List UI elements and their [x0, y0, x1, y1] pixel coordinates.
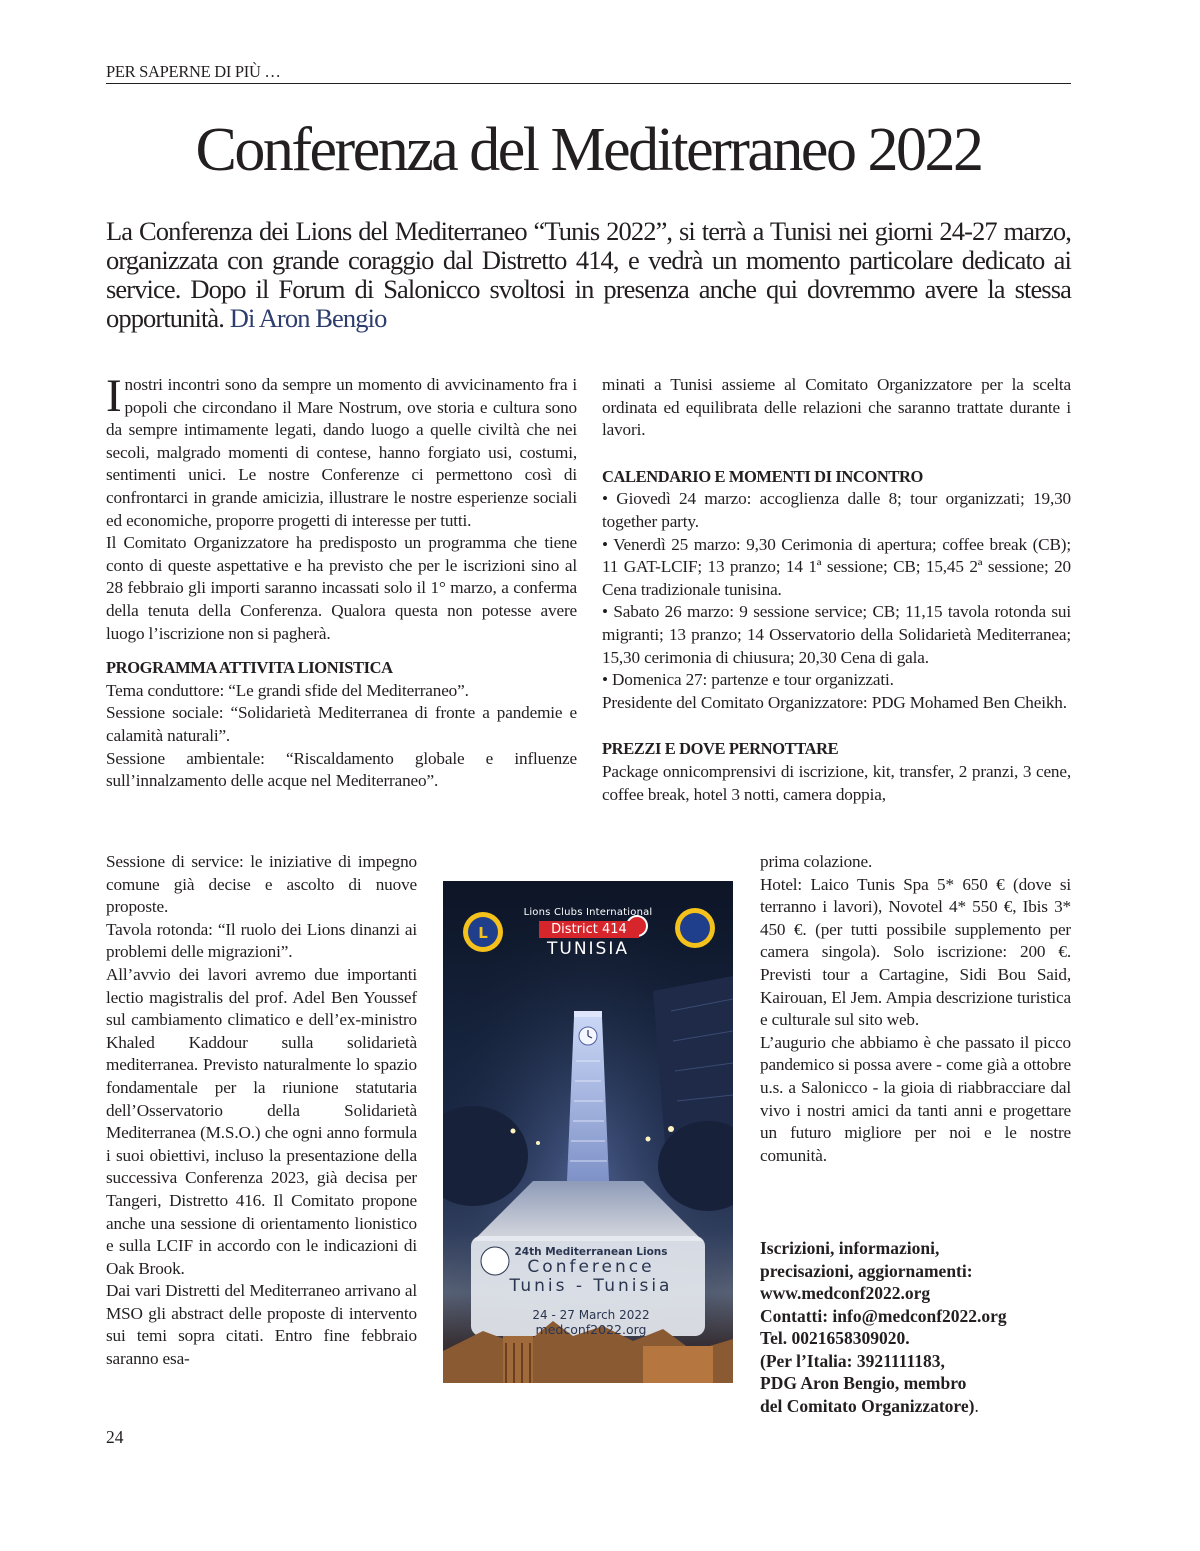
heading-programma: PROGRAMMA ATTIVITA LIONISTICA: [106, 658, 393, 678]
lamp: [646, 1137, 651, 1142]
heading-prezzi: PREZZI E DOVE PERNOTTARE: [602, 739, 839, 759]
calendario-venerdi: • Venerdì 25 marzo: 9,30 Cerimonia di apertura; coffee break (CB); 11 GAT-LCIF; 13 pranzo; 14 1ª sessione; CB; 15,45 2ª sessione; 20 Cena tradizionale tunisina.: [602, 534, 1071, 599]
article-title: Conferenza del Mediterraneo 2022: [195, 116, 982, 184]
sessione-service: Sessione di service: le iniziative di impegno comune già decise e ascolto di nuove proposte.: [106, 852, 417, 917]
avvio-lavori: All’avvio dei lavori avremo due importanti lectio magistralis del prof. Adel Ben Youssef sul cambiamento climatico e dell’ex-ministro Khaled Kaddour sulla solidarietà mediterranea. Previsto naturalmente lo spazio fondamentale per la riunione statutaria dell’Osservatorio della Solidarietà Mediterranea (M.S.O.) che ogni anno formula i suoi obiettivi, incluso la presentazione della successiva Conferenza 2023, già decisa per Tangeri, Distretto 416. Il Comitato propone anche una sessione di orientamento lionistico e sulla LCIF in accordo con le indicazioni di Oak Brook.: [106, 964, 417, 1278]
poster-conference-word: Conference: [527, 1257, 655, 1277]
poster-city: Tunis - Tunisia: [509, 1276, 673, 1296]
poster-site: medconf2022.org: [535, 1322, 647, 1337]
right-narrow-column: [760, 851, 1071, 1167]
presidente: Presidente del Comitato Organizzatore: PDG Mohamed Ben Cheikh.: [602, 692, 1067, 712]
tavola-rotonda: Tavola rotonda: “Il ruolo dei Lions dinanzi ai problemi delle migrazioni”.: [106, 919, 417, 962]
lions-logo-letter: L: [478, 924, 488, 942]
contacts-line: PDG Aron Bengio, membro: [760, 1373, 967, 1393]
tower-top: [574, 1011, 602, 1017]
email-contact[interactable]: Contatti: info@medconf2022.org: [760, 1305, 1007, 1326]
contacts-committee: del Comitato Organizzatore): [760, 1395, 975, 1416]
lamp: [536, 1141, 540, 1145]
right-column: [602, 374, 1071, 806]
distretti-paragraph: Dai vari Distretti del Mediterraneo arrivano al MSO gli abstract delle proposte di intervento sui temi sopra citati. Entro fine febbraio saranno esa-: [106, 1281, 417, 1369]
augurio-paragraph: L’augurio che abbiamo è che passato il picco pandemico si possa avere - come già a ottobre u.s. a Salonicco - la gioia di riabbracciare dal vivo i nostri amici da tanti anni e progettare un futuro migliore per noi e le nostre comunità.: [760, 1032, 1071, 1165]
article-lead: [106, 217, 1071, 333]
italy-phone: (Per l’Italia: 3921111183,: [760, 1350, 945, 1371]
calendario-giovedi: • Giovedì 24 marzo: accoglienza dalle 8; tour organizzati; 19,30 together party.: [602, 489, 1071, 531]
left-column: [106, 370, 577, 793]
poster-district: District 414: [539, 921, 639, 938]
header-rule: [106, 83, 1071, 84]
left-narrow-column: [106, 851, 417, 1371]
package-paragraph: Package onnicomprensivi di iscrizione, kit, transfer, 2 pranzi, 3 cene, coffee break, hotel 3 notti, camera doppia,: [602, 761, 1071, 804]
lamp: [511, 1129, 516, 1134]
tema-conduttore: Tema conduttore: “Le grandi sfide del Mediterraneo”.: [106, 680, 469, 700]
poster-edition: 24th Mediterranean Lions: [514, 1246, 668, 1258]
conference-poster: [443, 881, 733, 1383]
contacts-line: Iscrizioni, informazioni,: [760, 1238, 940, 1258]
heading-calendario: CALENDARIO E MOMENTI DI INCONTRO: [602, 466, 923, 486]
poster-org: Lions Clubs International: [523, 907, 653, 918]
contacts-line: [760, 1395, 1080, 1418]
sessione-ambientale: Sessione ambientale: “Riscaldamento globale e influenze sull’innalzamento delle acque nel Mediterraneo”.: [106, 748, 577, 791]
section-label: PER SAPERNE DI PIÙ …: [106, 62, 281, 81]
lead-text: La Conferenza dei Lions del Mediterraneo “Tunis 2022”, si terrà a Tunisi nei giorni 24-27 marzo, organizzata con grande coraggio dal Distretto 414, e vedrà un momento particolare dedicato ai service. Dopo il Forum di Salonicco svoltosi in presenza anche qui dovremmo avere la stessa opportunità.: [106, 216, 1071, 333]
intro-paragraph: Inostri incontri sono da sempre un momento di avvicinamento fra i popoli che circondano il Mare Nostrum, ove storia e cultura sono da sempre intimamente legati, dando luogo a quelle civiltà che nei secoli, malgrado momenti di contese, hanno forgiato usi, costumi, sentimenti unici. Le nostre Conferenze ci permettono così di confrontarci in grande amicizia, illustrare le nostre esperienze sociali ed economiche, proporre progetti di interesse per tutti.: [106, 370, 577, 530]
website-link[interactable]: www.medconf2022.org: [760, 1283, 931, 1303]
ruins-dwellings: [643, 1346, 713, 1383]
poster-country: TUNISIA: [547, 939, 629, 959]
paragraph-programma-intro: Il Comitato Organizzatore ha predisposto un programma che tiene conto di queste aspettative e ha previsto che per le iscrizioni sino al 28 febbraio gli importi saranno incassati solo il 1° marzo, a conferma della tenuta della Conferenza. Qualora questa non potesse avere luogo l’iscrizione non si pagherà.: [106, 533, 577, 643]
continued-paragraph: minati a Tunisi assieme al Comitato Organizzatore per la scelta ordinata ed equilibrata delle relazioni che saranno trattate durante i lavori.: [602, 375, 1071, 440]
lamp: [668, 1126, 674, 1132]
calendario-sabato: • Sabato 26 marzo: 9 sessione service; CB; 11,15 tavola rotonda sui migranti; 13 pranzo; 14 Osservatorio della Solidarietà Mediterranea; 15,30 cerimonia di chiusura; 20,30 Cena di gala.: [602, 602, 1071, 667]
hotel-paragraph: Hotel: Laico Tunis Spa 5* 650 € (dove si terranno i lavori), Novotel 4* 550 €, Ibis 3* 450 €. (per tutti possibile supplemento per camera singola). Solo iscrizione: 200 €. Previsti tour a Cartagine, Sidi Bou Said, Kairouan, El Jem. Ampia descrizione turistica e culturale sul sito web.: [760, 874, 1071, 1030]
calendario-domenica: • Domenica 27: partenze e tour organizzati.: [602, 670, 894, 690]
ruins-temple: [503, 1336, 533, 1383]
prima-colazione: prima colazione.: [760, 852, 873, 871]
poster-conference: [481, 1246, 701, 1337]
byline: Di Aron Bengio: [229, 303, 387, 333]
phone-contact: Tel. 0021658309020.: [760, 1328, 910, 1348]
poster-dates: 24 - 27 March 2022: [532, 1308, 650, 1322]
sessione-sociale: Sessione sociale: “Solidarietà Mediterranea di fronte a pandemie e calamità naturali”.: [106, 703, 577, 745]
contacts-line: precisazioni, aggiornamenti:: [760, 1260, 973, 1281]
contacts-box: [760, 1237, 1080, 1417]
contacts-period: .: [974, 1395, 979, 1416]
page-number: 24: [106, 1427, 124, 1447]
